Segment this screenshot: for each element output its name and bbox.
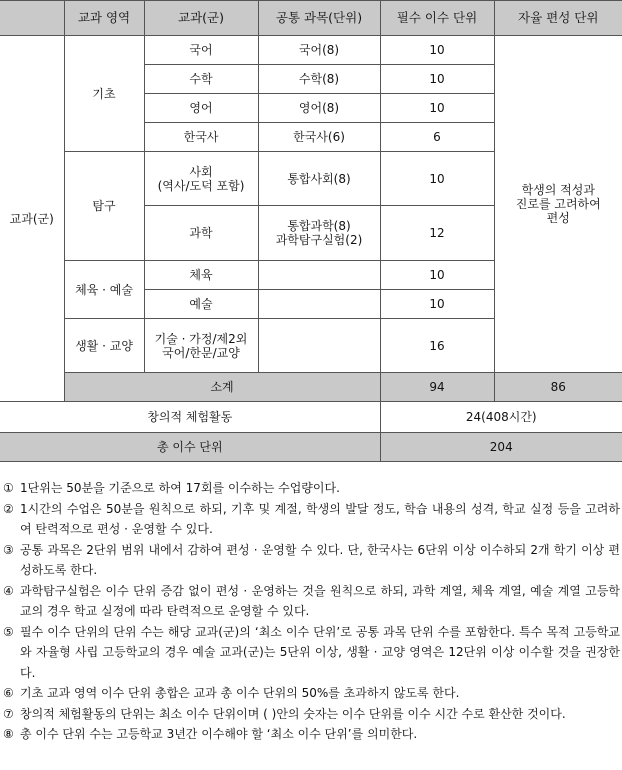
subject-cell: 예술 bbox=[144, 290, 258, 319]
area-inquiry: 탐구 bbox=[64, 152, 144, 261]
note-number: ① bbox=[3, 481, 14, 495]
required-units-cell: 10 bbox=[380, 36, 494, 65]
area-pe-arts: 체육 · 예술 bbox=[64, 261, 144, 319]
common-subject-cell bbox=[258, 319, 380, 373]
autonomous-line: 학생의 적성과 bbox=[521, 183, 595, 197]
subtotal-required: 94 bbox=[380, 373, 494, 402]
note-text: 1시간의 수업은 50분을 원칙으로 하되, 기후 및 계절, 학생의 발달 정도, 학습 내용의 성격, 학교 실정 등을 고려하여 탄력적으로 편성 · 운영할 수 있다. bbox=[20, 501, 620, 536]
autonomous-line: 편성 bbox=[546, 211, 570, 225]
common-subject-cell bbox=[258, 290, 380, 319]
header-common-subject: 공통 과목(단위) bbox=[258, 1, 380, 36]
common-subject-cell: 국어(8) bbox=[258, 36, 380, 65]
area-life: 생활 · 교양 bbox=[64, 319, 144, 373]
subject-line: (역사/도덕 포함) bbox=[157, 178, 245, 193]
common-line: 과학탐구실험(2) bbox=[275, 233, 363, 247]
note-text: 1단위는 50분을 기준으로 하여 17회를 이수하는 수업량이다. bbox=[20, 481, 340, 495]
required-units-cell: 10 bbox=[380, 65, 494, 94]
note-number: ⑥ bbox=[3, 686, 14, 700]
common-subject-cell bbox=[258, 261, 380, 290]
note-item bbox=[0, 683, 622, 704]
required-units-cell: 16 bbox=[380, 319, 494, 373]
required-units-cell: 10 bbox=[380, 94, 494, 123]
common-subject-cell: 통합사회(8) bbox=[258, 152, 380, 206]
autonomous-cell bbox=[494, 36, 622, 373]
subtotal-row bbox=[0, 373, 622, 402]
common-subject-cell bbox=[258, 206, 380, 261]
subject-cell: 체육 bbox=[144, 261, 258, 290]
note-item bbox=[0, 540, 622, 581]
total-row bbox=[0, 433, 622, 462]
subject-cell: 국어 bbox=[144, 36, 258, 65]
common-subject-cell: 수학(8) bbox=[258, 65, 380, 94]
subject-cell: 수학 bbox=[144, 65, 258, 94]
header-blank bbox=[0, 1, 64, 36]
required-units-cell: 12 bbox=[380, 206, 494, 261]
subject-line: 사회 bbox=[189, 164, 213, 179]
group-label: 교과(군) bbox=[0, 36, 64, 402]
note-number: ⑤ bbox=[3, 624, 14, 639]
required-units-cell: 10 bbox=[380, 152, 494, 206]
note-item bbox=[0, 704, 622, 725]
subject-line: 국어/한문/교양 bbox=[162, 345, 240, 360]
creative-value: 24(408시간) bbox=[380, 402, 622, 433]
table-row bbox=[0, 36, 622, 65]
note-number: ⑦ bbox=[3, 706, 14, 721]
note-item bbox=[0, 724, 622, 745]
notes-list bbox=[0, 478, 622, 745]
subject-line: 기술 · 가정/제2외 bbox=[154, 331, 248, 346]
subject-cell: 과학 bbox=[144, 206, 258, 261]
common-subject-cell: 한국사(6) bbox=[258, 123, 380, 152]
note-text: 필수 이수 단위의 단위 수는 해당 교과(군)의 ‘최소 이수 단위’로 공통 과목 단위 수를 포함한다. 특수 목적 고등학교와 자율형 사립 고등학교의 경우 예술 교과(군)는 5단위 이상, 생활 · 교양 영역은 12단위 이상 이수할 것을 권장한다. bbox=[20, 624, 620, 680]
total-value: 204 bbox=[380, 433, 622, 462]
subject-cell bbox=[144, 152, 258, 206]
autonomous-line: 진로를 고려하여 bbox=[515, 197, 601, 211]
note-item bbox=[0, 581, 622, 622]
area-basic: 기초 bbox=[64, 36, 144, 152]
note-text: 기초 교과 영역 이수 단위 총합은 교과 총 이수 단위의 50%를 초과하지 않도록 한다. bbox=[20, 686, 460, 700]
note-text: 총 이수 단위 수는 고등학교 3년간 이수해야 할 ‘최소 이수 단위’를 의미한다. bbox=[20, 727, 418, 741]
subject-cell bbox=[144, 319, 258, 373]
subtotal-label: 소계 bbox=[64, 373, 380, 402]
header-area: 교과 영역 bbox=[64, 1, 144, 36]
subject-cell: 한국사 bbox=[144, 123, 258, 152]
note-number: ② bbox=[3, 501, 14, 516]
note-item bbox=[0, 499, 622, 540]
note-number: ⑧ bbox=[3, 727, 14, 741]
note-number: ④ bbox=[3, 583, 14, 598]
required-units-cell: 10 bbox=[380, 261, 494, 290]
common-line: 통합과학(8) bbox=[287, 219, 351, 233]
total-label: 총 이수 단위 bbox=[0, 433, 380, 462]
header-row bbox=[0, 1, 622, 36]
note-text: 공통 과목은 2단위 범위 내에서 감하여 편성 · 운영할 수 있다. 단, 한국사는 6단위 이상 이수하되 2개 학기 이상 편성하도록 한다. bbox=[20, 542, 620, 577]
note-item bbox=[0, 622, 622, 684]
subject-cell: 영어 bbox=[144, 94, 258, 123]
creative-row bbox=[0, 402, 622, 433]
common-subject-cell: 영어(8) bbox=[258, 94, 380, 123]
note-text: 창의적 체험활동의 단위는 최소 이수 단위이며 ( )안의 숫자는 이수 단위를 이수 시간 수로 환산한 것이다. bbox=[20, 706, 566, 721]
header-autonomous-units: 자율 편성 단위 bbox=[494, 1, 622, 36]
note-text: 과학탐구실험은 이수 단위 증감 없이 편성 · 운영하는 것을 원칙으로 하되, 과학 계열, 체육 계열, 예술 계열 고등학교의 경우 학교 실정에 따라 탄력적으로 운영할 수 있다. bbox=[20, 583, 620, 618]
header-required-units: 필수 이수 단위 bbox=[380, 1, 494, 36]
required-units-cell: 6 bbox=[380, 123, 494, 152]
creative-label: 창의적 체험활동 bbox=[0, 402, 380, 433]
subtotal-autonomous: 86 bbox=[494, 373, 622, 402]
note-item bbox=[0, 478, 622, 499]
note-number: ③ bbox=[3, 542, 14, 557]
required-units-cell: 10 bbox=[380, 290, 494, 319]
header-subject-group: 교과(군) bbox=[144, 1, 258, 36]
